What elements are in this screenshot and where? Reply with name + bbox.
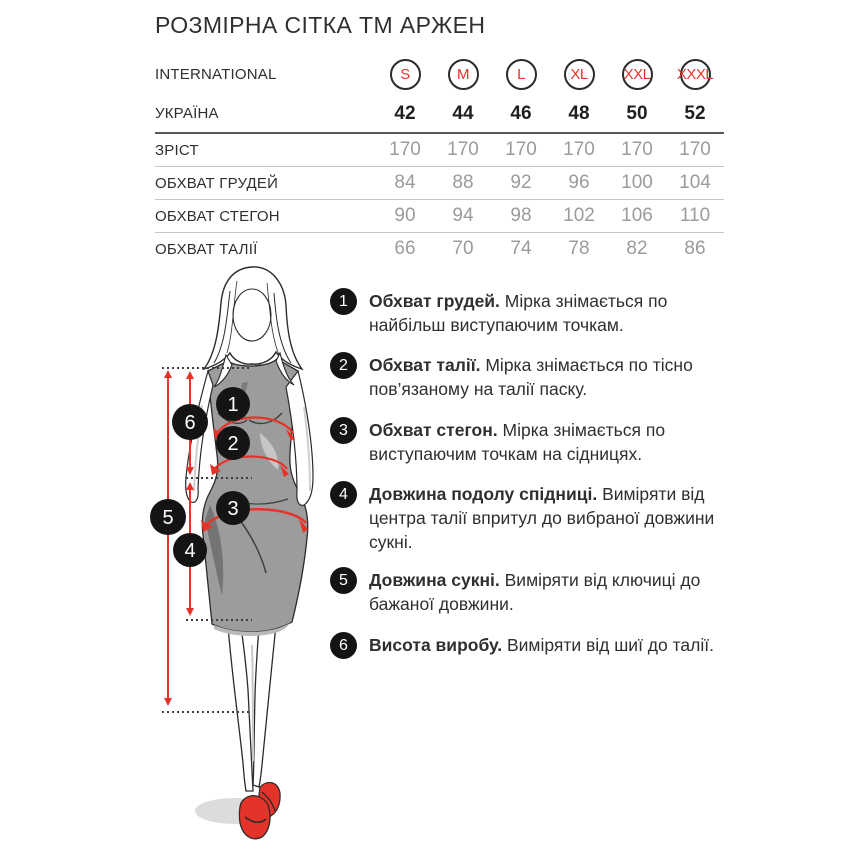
size-badge-m: M: [448, 59, 479, 90]
legend-term-3: Обхват стегон.: [369, 420, 498, 440]
row-value: 66: [394, 238, 416, 259]
legend-term-1: Обхват грудей.: [369, 291, 500, 311]
legend-badge-6: 6: [330, 632, 357, 659]
row-value: 170: [679, 139, 711, 160]
size-badge-xxxl: XXXL: [680, 59, 711, 90]
legend-text-1: [369, 289, 721, 337]
legend-text-4: [369, 482, 721, 554]
legend-term-2: Обхват талії.: [369, 355, 481, 375]
size-cell: [666, 59, 724, 90]
legend-badge-4: 4: [330, 481, 357, 508]
legend-text-6: [369, 633, 721, 657]
marker-2: 2: [227, 433, 239, 455]
ukraine-size: 50: [626, 102, 648, 124]
ukraine-size: 44: [452, 102, 474, 124]
row-value: 170: [505, 139, 537, 160]
row-value: 100: [621, 172, 653, 193]
international-row: [155, 54, 724, 95]
size-cell: [608, 59, 666, 90]
row-value: 90: [394, 205, 416, 226]
row-label: ОБХВАТ СТЕГОН: [155, 207, 280, 225]
row-value: 86: [684, 238, 706, 259]
legend-desc-6: Виміряти від шиї до талії.: [506, 635, 714, 655]
row-value: 88: [452, 172, 474, 193]
size-cell: [434, 59, 492, 90]
row-value: 170: [563, 139, 595, 160]
size-table: [155, 54, 724, 265]
page-title: РОЗМІРНА СІТКА ТМ АРЖЕН: [155, 12, 486, 38]
row-value: 96: [568, 172, 590, 193]
table-row-hips: [155, 200, 724, 232]
ukraine-label: УКРАЇНА: [155, 105, 219, 122]
legend-badge-5: 5: [330, 567, 357, 594]
ukraine-size: 42: [394, 102, 416, 124]
legend-item-5: [330, 567, 730, 616]
legend-desc-1: Мірка знімається по найбільш виступаючим точкам.: [369, 291, 668, 335]
marker-4: 4: [184, 540, 196, 562]
legend-desc-2: Мірка знімається по тісно пов’язаному на талії паску.: [369, 355, 693, 399]
legend-term-5: Довжина сукні.: [369, 570, 500, 590]
legend-text-5: [369, 568, 721, 616]
size-cell: [376, 59, 434, 90]
legend-text-2: [369, 353, 721, 401]
ukraine-size: 48: [568, 102, 590, 124]
row-value: 106: [621, 205, 653, 226]
row-value: 170: [389, 139, 421, 160]
table-row-bust: [155, 167, 724, 199]
legend-term-6: Висота виробу.: [369, 635, 503, 655]
row-value: 110: [679, 205, 711, 226]
ukraine-size: 46: [510, 102, 532, 124]
size-badge-s: S: [390, 59, 421, 90]
row-value: 104: [679, 172, 711, 193]
marker-6: 6: [184, 412, 196, 434]
size-badge-l: L: [506, 59, 537, 90]
legend-badge-3: 3: [330, 417, 357, 444]
legend-item-4: [330, 481, 730, 554]
legend-desc-3: Мірка знімається по виступаючим точкам на сідницях.: [369, 420, 666, 464]
table-row-waist: [155, 233, 724, 265]
legend-text-3: [369, 418, 721, 466]
size-badge-xl: XL: [564, 59, 595, 90]
row-value: 170: [621, 139, 653, 160]
measurement-figure: [140, 265, 340, 850]
size-cell: [550, 59, 608, 90]
table-row-height: [155, 134, 724, 166]
ukraine-row: [155, 95, 724, 132]
leg-shading: [252, 645, 253, 761]
marker-1: 1: [227, 394, 239, 416]
row-label: ОБХВАТ ТАЛІЇ: [155, 240, 258, 258]
size-cell: [492, 59, 550, 90]
legend-badge-1: 1: [330, 288, 357, 315]
legend-desc-5: Виміряти від ключиці до бажаної довжини.: [369, 570, 701, 614]
row-value: 84: [394, 172, 416, 193]
legend-item-3: [330, 417, 730, 466]
legend-item-1: [330, 288, 730, 337]
row-value: 102: [563, 205, 595, 226]
row-value: 92: [510, 172, 532, 193]
legend-term-4: Довжина подолу спідниці.: [369, 484, 598, 504]
row-value: 74: [510, 238, 532, 259]
marker-3: 3: [227, 498, 239, 520]
legend-badge-2: 2: [330, 352, 357, 379]
legend-item-6: [330, 632, 730, 659]
row-value: 170: [447, 139, 479, 160]
figure-face: [233, 289, 271, 341]
row-value: 82: [626, 238, 648, 259]
marker-5: 5: [162, 507, 174, 529]
legend-item-2: [330, 352, 730, 401]
legend-desc-4: Виміряти від центра талії впритул до вибраної довжини сукні.: [369, 484, 715, 552]
row-label: ОБХВАТ ГРУДЕЙ: [155, 174, 279, 192]
row-value: 78: [568, 238, 590, 259]
international-label: INTERNATIONAL: [155, 66, 277, 83]
row-value: 94: [452, 205, 474, 226]
row-value: 70: [452, 238, 474, 259]
size-badge-xxl: XXL: [622, 59, 653, 90]
row-label: ЗРІСТ: [155, 141, 199, 159]
row-value: 98: [510, 205, 532, 226]
ukraine-size: 52: [684, 102, 706, 124]
